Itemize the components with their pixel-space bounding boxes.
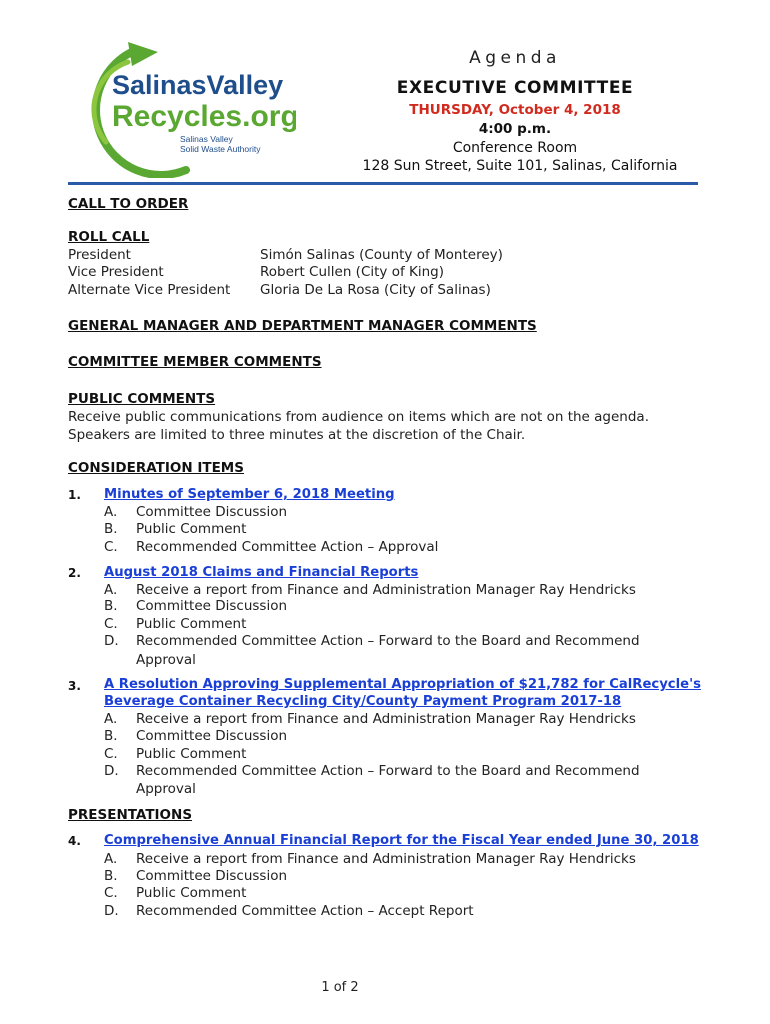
logo-line-1: SalinasValley xyxy=(112,70,284,100)
item-3-link-line-2[interactable]: Beverage Container Recycling City/County Payment Program 2017-18 xyxy=(104,694,622,709)
public-comments-text: Receive public communications from audience on items which are not on the agenda. xyxy=(68,409,649,425)
sub-item-text: Committee Discussion xyxy=(136,728,288,744)
item-number: 3. xyxy=(68,679,81,693)
roll-call-name: Gloria De La Rosa (City of Salinas) xyxy=(260,282,491,298)
roll-call-role: Alternate Vice President xyxy=(68,282,231,298)
meeting-time: 4:00 p.m. xyxy=(478,121,552,137)
public-comments-heading: PUBLIC COMMENTS xyxy=(68,391,216,407)
header-divider xyxy=(68,182,698,185)
sub-item-letter: D. xyxy=(104,633,119,649)
sub-item-text: Receive a report from Finance and Administration Manager Ray Hendricks xyxy=(136,711,636,727)
logo-sub-1: Salinas Valley xyxy=(180,134,233,144)
sub-item-text: Public Comment xyxy=(136,885,247,901)
sub-item-text: Public Comment xyxy=(136,616,247,632)
item-number: 1. xyxy=(68,488,81,502)
sub-item-letter: A. xyxy=(104,504,118,520)
sub-item-letter: B. xyxy=(104,868,118,884)
sub-item-letter: A. xyxy=(104,582,118,598)
roll-call-heading: ROLL CALL xyxy=(68,229,150,245)
sub-item-text: Recommended Committee Action – Forward to the Board and Recommend xyxy=(136,633,640,649)
sub-item-text: Receive a report from Finance and Administration Manager Ray Hendricks xyxy=(136,851,636,867)
meeting-address: 128 Sun Street, Suite 101, Salinas, California xyxy=(362,158,678,174)
roll-call-role: Vice President xyxy=(68,264,164,280)
sub-item-continuation: Approval xyxy=(136,652,196,668)
roll-call-role: President xyxy=(68,247,131,263)
sub-item-text: Recommended Committee Action – Forward to the Board and Recommend xyxy=(136,763,640,779)
sub-item-text: Committee Discussion xyxy=(136,868,288,884)
meeting-date: THURSDAY, October 4, 2018 xyxy=(409,102,621,118)
public-comments-text: Speakers are limited to three minutes at the discretion of the Chair. xyxy=(68,427,526,443)
page-number: 1 of 2 xyxy=(321,980,359,995)
sub-item-text: Public Comment xyxy=(136,521,247,537)
sub-item-letter: B. xyxy=(104,728,118,744)
item-number: 4. xyxy=(68,834,81,848)
sub-item-text: Public Comment xyxy=(136,746,247,762)
sub-item-letter: C. xyxy=(104,885,118,901)
item-number: 2. xyxy=(68,566,81,580)
sub-item-letter: D. xyxy=(104,763,119,779)
consideration-items-heading: CONSIDERATION ITEMS xyxy=(68,460,244,476)
presentations-heading: PRESENTATIONS xyxy=(68,807,193,823)
logo-sub-2: Solid Waste Authority xyxy=(180,144,261,154)
sub-item-letter: C. xyxy=(104,616,118,632)
roll-call-name: Robert Cullen (City of King) xyxy=(260,264,444,280)
sub-item-text: Committee Discussion xyxy=(136,504,288,520)
sub-item-letter: A. xyxy=(104,851,118,867)
sub-item-letter: D. xyxy=(104,903,119,919)
meeting-room: Conference Room xyxy=(452,140,578,156)
sub-item-letter: B. xyxy=(104,598,118,614)
sub-item-letter: B. xyxy=(104,521,118,537)
committee-name: EXECUTIVE COMMITTEE xyxy=(396,78,634,98)
item-4-link[interactable]: Comprehensive Annual Financial Report for the Fiscal Year ended June 30, 2018 xyxy=(104,833,699,848)
logo-line-2: Recycles.org xyxy=(112,100,296,133)
sub-item-letter: A. xyxy=(104,711,118,727)
sub-item-text: Recommended Committee Action – Approval xyxy=(136,539,439,555)
agenda-title: Agenda xyxy=(469,48,561,68)
call-to-order-heading: CALL TO ORDER xyxy=(68,196,189,212)
sub-item-text: Committee Discussion xyxy=(136,598,288,614)
arrow-head-icon xyxy=(128,42,158,66)
sub-item-text: Receive a report from Finance and Administration Manager Ray Hendricks xyxy=(136,582,636,598)
sub-item-continuation: Approval xyxy=(136,781,196,797)
sub-item-letter: C. xyxy=(104,539,118,555)
item-3-link[interactable]: A Resolution Approving Supplemental Appropriation of $21,782 for CalRecycle's xyxy=(104,677,701,692)
gm-comments-heading: GENERAL MANAGER AND DEPARTMENT MANAGER COMMENTS xyxy=(68,318,537,334)
salinas-valley-recycles-logo xyxy=(66,42,296,178)
item-1-link[interactable]: Minutes of September 6, 2018 Meeting xyxy=(104,487,395,502)
item-2-link[interactable]: August 2018 Claims and Financial Reports xyxy=(104,565,419,580)
sub-item-text: Recommended Committee Action – Accept Report xyxy=(136,903,474,919)
sub-item-letter: C. xyxy=(104,746,118,762)
committee-comments-heading: COMMITTEE MEMBER COMMENTS xyxy=(68,354,322,370)
roll-call-name: Simón Salinas (County of Monterey) xyxy=(260,247,503,263)
